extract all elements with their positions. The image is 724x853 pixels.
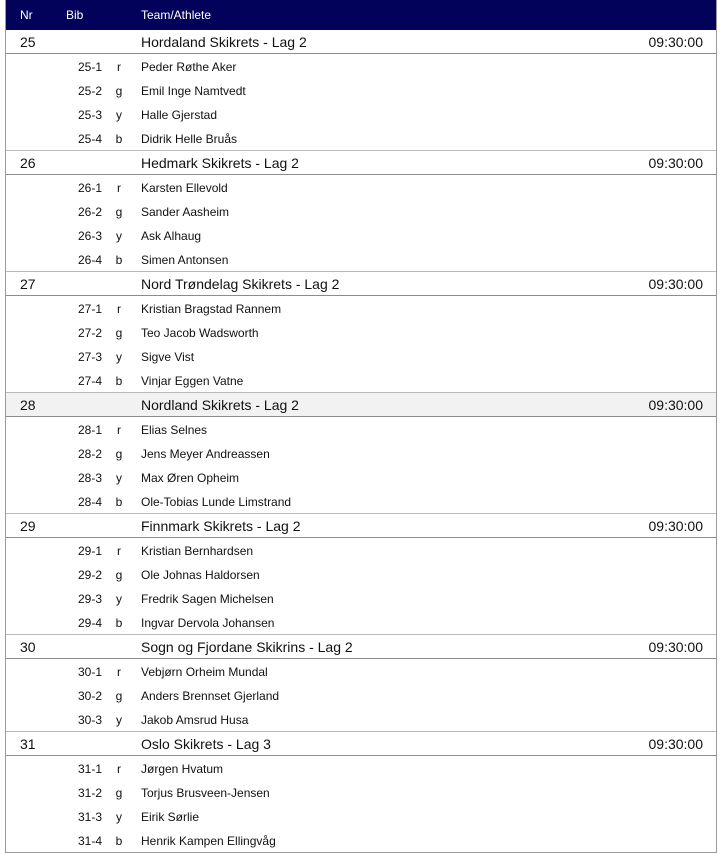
team-name: Nord Trøndelag Skikrets - Lag 2: [141, 276, 340, 292]
athlete-list: [6, 175, 716, 271]
athlete-name: Max Øren Opheim: [141, 471, 240, 485]
athlete-leg-color: y: [116, 592, 122, 606]
athlete-bib: 26-1: [77, 181, 102, 195]
team-row[interactable]: [6, 271, 716, 296]
athlete-leg-color: r: [117, 181, 121, 195]
athlete-name: Ingvar Dervola Johansen: [141, 616, 275, 630]
athlete-leg-color: y: [116, 713, 122, 727]
athlete-name: Jørgen Hvatum: [141, 762, 224, 776]
athlete-leg-color: g: [115, 84, 123, 98]
athlete-name: Eirik Sørlie: [141, 810, 200, 824]
athlete-bib: 26-3: [77, 229, 102, 243]
team-nr: 30: [20, 639, 36, 655]
athlete-bib: 31-3: [77, 810, 102, 824]
team-name: Hordaland Skikrets - Lag 2: [141, 34, 307, 50]
athlete-row[interactable]: [6, 804, 716, 828]
athlete-row[interactable]: [6, 344, 716, 368]
athlete-row[interactable]: [6, 368, 716, 392]
athlete-leg-color: g: [115, 205, 123, 219]
athlete-bib: 25-3: [77, 108, 102, 122]
team-row[interactable]: [6, 731, 716, 756]
athlete-leg-color: g: [115, 689, 123, 703]
athlete-leg-color: y: [116, 108, 122, 122]
athlete-bib: 27-3: [77, 350, 102, 364]
athlete-bib: 30-3: [77, 713, 102, 727]
athlete-leg-color: g: [115, 447, 123, 461]
athlete-name: Henrik Kampen Ellingvåg: [141, 834, 276, 848]
athlete-row[interactable]: [6, 199, 716, 223]
athlete-row[interactable]: [6, 54, 716, 78]
athlete-row[interactable]: [6, 683, 716, 707]
team-block: [6, 271, 716, 392]
athlete-list: [6, 296, 716, 392]
athlete-list: [6, 538, 716, 634]
athlete-leg-color: y: [116, 810, 122, 824]
team-name: Oslo Skikrets - Lag 3: [141, 736, 271, 752]
athlete-bib: 28-3: [77, 471, 102, 485]
team-start-time: 09:30:00: [648, 639, 703, 655]
athlete-name: Emil Inge Namtvedt: [141, 84, 246, 98]
athlete-bib: 28-1: [77, 423, 102, 437]
athlete-name: Jens Meyer Andreassen: [141, 447, 270, 461]
athlete-row[interactable]: [6, 102, 716, 126]
team-nr: 28: [20, 397, 36, 413]
athlete-leg-color: b: [115, 253, 123, 267]
team-start-time: 09:30:00: [648, 518, 703, 534]
athlete-name: Jakob Amsrud Husa: [141, 713, 249, 727]
athlete-leg-color: b: [115, 495, 123, 509]
athlete-name: Ole-Tobias Lunde Limstrand: [141, 495, 292, 509]
athlete-row[interactable]: [6, 465, 716, 489]
athlete-name: Fredrik Sagen Michelsen: [141, 592, 274, 606]
athlete-leg-color: r: [117, 302, 121, 316]
athlete-name: Ask Alhaug: [141, 229, 202, 243]
team-name: Nordland Skikrets - Lag 2: [141, 397, 299, 413]
athlete-list: [6, 417, 716, 513]
athlete-row[interactable]: [6, 320, 716, 344]
athlete-row[interactable]: [6, 441, 716, 465]
athlete-name: Ole Johnas Haldorsen: [141, 568, 260, 582]
athlete-list: [6, 54, 716, 150]
athlete-bib: 30-1: [77, 665, 102, 679]
team-nr: 31: [20, 736, 36, 752]
team-name: Hedmark Skikrets - Lag 2: [141, 155, 299, 171]
athlete-bib: 25-4: [77, 132, 102, 146]
athlete-row[interactable]: [6, 756, 716, 780]
team-name: Sogn og Fjordane Skikrins - Lag 2: [141, 639, 353, 655]
athlete-name: Didrik Helle Bruås: [141, 132, 238, 146]
athlete-row[interactable]: [6, 828, 716, 852]
team-block: [6, 392, 716, 513]
athlete-leg-color: r: [117, 762, 121, 776]
athlete-row[interactable]: [6, 562, 716, 586]
athlete-leg-color: y: [116, 350, 122, 364]
athlete-bib: 30-2: [77, 689, 102, 703]
athlete-name: Sander Aasheim: [141, 205, 230, 219]
athlete-bib: 31-4: [77, 834, 102, 848]
team-nr: 26: [20, 155, 36, 171]
athlete-leg-color: b: [115, 374, 123, 388]
athlete-row[interactable]: [6, 489, 716, 513]
team-nr: 29: [20, 518, 36, 534]
team-row[interactable]: [6, 150, 716, 175]
team-start-time: 09:30:00: [648, 34, 703, 50]
athlete-name: Vinjar Eggen Vatne: [141, 374, 244, 388]
team-block: [6, 30, 716, 150]
athlete-leg-color: y: [116, 229, 122, 243]
team-nr: 27: [20, 276, 36, 292]
start-list-table: [5, 0, 717, 853]
athlete-leg-color: r: [117, 544, 121, 558]
athlete-row[interactable]: [6, 586, 716, 610]
team-block: [6, 150, 716, 271]
athlete-name: Halle Gjerstad: [141, 108, 218, 122]
header-team-athlete: Team/Athlete: [141, 8, 212, 22]
team-row[interactable]: [6, 30, 716, 54]
athlete-leg-color: r: [117, 423, 121, 437]
athlete-name: Elias Selnes: [141, 423, 208, 437]
athlete-row[interactable]: [6, 247, 716, 271]
athlete-bib: 28-4: [77, 495, 102, 509]
athlete-leg-color: b: [115, 834, 123, 848]
athlete-name: Karsten Ellevold: [141, 181, 228, 195]
athlete-leg-color: y: [116, 471, 122, 485]
header-bib: Bib: [66, 8, 84, 22]
team-start-time: 09:30:00: [648, 155, 703, 171]
team-block: [6, 731, 716, 852]
athlete-leg-color: r: [117, 60, 121, 74]
athlete-row[interactable]: [6, 296, 716, 320]
table-header: [6, 0, 716, 30]
athlete-bib: 27-4: [77, 374, 102, 388]
table-body: [6, 30, 716, 852]
athlete-bib: 25-1: [77, 60, 102, 74]
team-start-time: 09:30:00: [648, 276, 703, 292]
athlete-row[interactable]: [6, 707, 716, 731]
athlete-bib: 29-2: [77, 568, 102, 582]
athlete-name: Anders Brennset Gjerland: [141, 689, 280, 703]
athlete-bib: 31-2: [77, 786, 102, 800]
header-nr: Nr: [20, 8, 33, 22]
athlete-name: Vebjørn Orheim Mundal: [141, 665, 268, 679]
team-name: Finnmark Skikrets - Lag 2: [141, 518, 301, 534]
athlete-bib: 29-3: [77, 592, 102, 606]
athlete-list: [6, 659, 716, 731]
athlete-bib: 29-4: [77, 616, 102, 630]
athlete-leg-color: r: [117, 665, 121, 679]
team-row[interactable]: [6, 634, 716, 659]
athlete-row[interactable]: [6, 538, 716, 562]
athlete-row[interactable]: [6, 223, 716, 247]
athlete-name: Kristian Bernhardsen: [141, 544, 254, 558]
athlete-name: Teo Jacob Wadsworth: [141, 326, 259, 340]
athlete-row[interactable]: [6, 659, 716, 683]
athlete-row[interactable]: [6, 610, 716, 634]
athlete-bib: 27-1: [77, 302, 102, 316]
athlete-name: Sigve Vist: [141, 350, 195, 364]
athlete-row[interactable]: [6, 126, 716, 150]
athlete-bib: 28-2: [77, 447, 102, 461]
athlete-leg-color: b: [115, 132, 123, 146]
athlete-leg-color: g: [115, 326, 123, 340]
athlete-list: [6, 756, 716, 852]
athlete-row[interactable]: [6, 78, 716, 102]
athlete-row[interactable]: [6, 175, 716, 199]
athlete-bib: 29-1: [77, 544, 102, 558]
athlete-bib: 27-2: [77, 326, 102, 340]
athlete-row[interactable]: [6, 780, 716, 804]
team-nr: 25: [20, 34, 36, 50]
athlete-leg-color: b: [115, 616, 123, 630]
team-row[interactable]: [6, 513, 716, 538]
athlete-leg-color: g: [115, 786, 123, 800]
athlete-name: Torjus Brusveen-Jensen: [141, 786, 270, 800]
athlete-leg-color: g: [115, 568, 123, 582]
team-block: [6, 634, 716, 731]
athlete-name: Kristian Bragstad Rannem: [141, 302, 282, 316]
athlete-bib: 26-2: [77, 205, 102, 219]
athlete-bib: 26-4: [77, 253, 102, 267]
team-block: [6, 513, 716, 634]
athlete-name: Simen Antonsen: [141, 253, 229, 267]
athlete-row[interactable]: [6, 417, 716, 441]
athlete-name: Peder Røthe Aker: [141, 60, 237, 74]
athlete-bib: 25-2: [77, 84, 102, 98]
team-start-time: 09:30:00: [648, 736, 703, 752]
athlete-bib: 31-1: [77, 762, 102, 776]
team-start-time: 09:30:00: [648, 397, 703, 413]
team-row[interactable]: [6, 392, 716, 417]
